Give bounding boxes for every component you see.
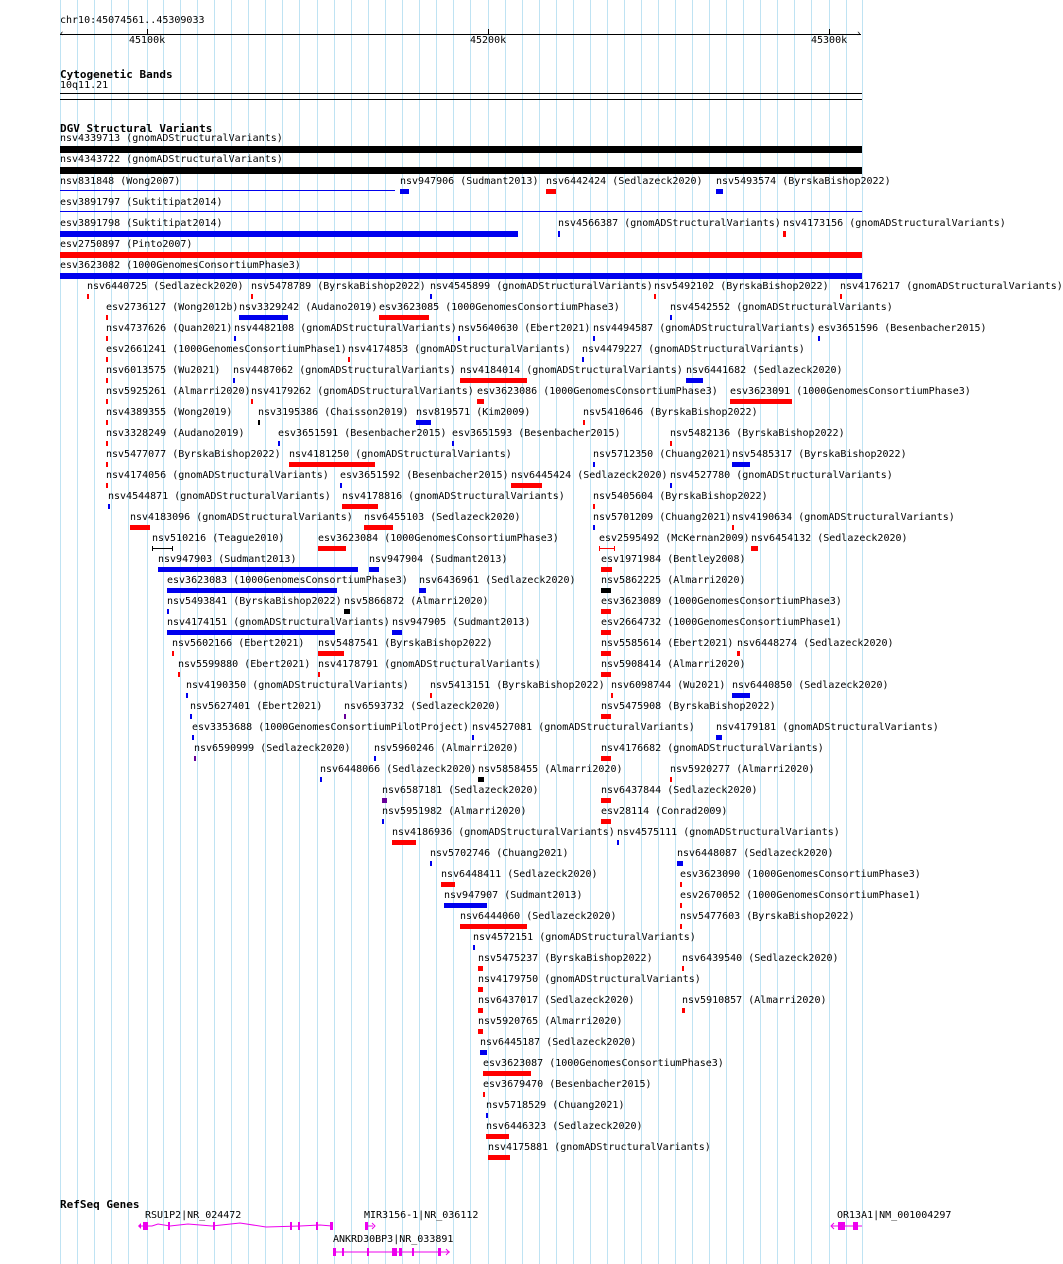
variant-bar[interactable] — [364, 525, 393, 530]
variant-label[interactable]: nsv5585614 (Ebert2021) — [601, 638, 734, 649]
variant-bar[interactable] — [670, 315, 672, 320]
variant-bar[interactable] — [716, 735, 722, 740]
variant-label[interactable]: esv2664732 (1000GenomesConsortiumPhase1) — [601, 617, 842, 628]
variant-label[interactable]: nsv4176217 (gnomADStructuralVariants) — [840, 281, 1063, 292]
variant-label[interactable]: nsv6448087 (Sedlazeck2020) — [677, 848, 834, 859]
variant-bar[interactable] — [682, 1008, 685, 1013]
variant-label[interactable]: esv2670052 (1000GenomesConsortiumPhase1) — [680, 890, 921, 901]
variant-bar[interactable] — [488, 1155, 510, 1160]
gridline — [658, 0, 659, 1264]
variant-bar[interactable] — [106, 336, 108, 341]
gene-label[interactable]: OR13A1|NM_001004297 — [837, 1210, 952, 1221]
variant-bar[interactable] — [478, 987, 483, 992]
variant-bar[interactable] — [234, 336, 236, 341]
variant-label[interactable]: nsv5701209 (Chuang2021) — [593, 512, 732, 523]
variant-bar[interactable] — [130, 525, 150, 530]
variant-label[interactable]: nsv4181250 (gnomADStructuralVariants) — [289, 449, 512, 460]
variant-label[interactable]: nsv5482136 (ByrskaBishop2022) — [670, 428, 845, 439]
gridline — [453, 0, 454, 1264]
variant-bar[interactable] — [478, 966, 483, 971]
variant-label[interactable]: nsv4186936 (gnomADStructuralVariants) — [392, 827, 615, 838]
variant-bar[interactable] — [289, 462, 375, 467]
variant-label[interactable]: nsv5960246 (Almarri2020) — [374, 743, 519, 754]
variant-label[interactable]: nsv4184014 (gnomADStructuralVariants) — [460, 365, 683, 376]
variant-bar[interactable] — [601, 567, 612, 572]
gridline — [539, 0, 540, 1264]
variant-label[interactable]: nsv4527081 (gnomADStructuralVariants) — [472, 722, 695, 733]
variant-label[interactable]: nsv947907 (Sudmant2013) — [444, 890, 583, 901]
variant-label[interactable]: esv3623082 (1000GenomesConsortiumPhase3) — [60, 260, 301, 271]
gridline — [573, 0, 574, 1264]
variant-bar[interactable] — [430, 294, 432, 299]
ruler-arrow-left: ‹ — [59, 29, 65, 39]
variant-label[interactable]: nsv5493841 (ByrskaBishop2022) — [167, 596, 342, 607]
variant-bar[interactable] — [60, 252, 862, 258]
variant-bar[interactable] — [392, 840, 416, 845]
variant-label[interactable]: nsv5492102 (ByrskaBishop2022) — [654, 281, 829, 292]
variant-label[interactable]: nsv4572151 (gnomADStructuralVariants) — [473, 932, 696, 943]
variant-label[interactable]: nsv5862225 (Almarri2020) — [601, 575, 746, 586]
gridline — [709, 0, 710, 1264]
variant-label[interactable]: nsv6437017 (Sedlazeck2020) — [478, 995, 635, 1006]
variant-label[interactable]: nsv6593732 (Sedlazeck2020) — [344, 701, 501, 712]
variant-bar[interactable] — [601, 588, 611, 593]
variant-label[interactable]: nsv5413151 (ByrskaBishop2022) — [430, 680, 605, 691]
gene-label[interactable]: ANKRD30BP3|NR_033891 — [333, 1234, 454, 1245]
variant-label[interactable]: nsv6448411 (Sedlazeck2020) — [441, 869, 598, 880]
variant-bar[interactable] — [382, 798, 387, 803]
variant-bar[interactable] — [106, 315, 108, 320]
gridline — [436, 0, 437, 1264]
variant-bar[interactable] — [840, 294, 842, 299]
variant-bar[interactable] — [680, 924, 682, 929]
variant-label[interactable]: nsv947904 (Sudmant2013) — [369, 554, 508, 565]
gridline — [829, 0, 830, 1264]
variant-label[interactable]: esv3623083 (1000GenomesConsortiumPhase3) — [167, 575, 408, 586]
variant-label[interactable]: nsv4174853 (gnomADStructuralVariants) — [348, 344, 571, 355]
gridline — [811, 0, 812, 1264]
variant-label[interactable]: nsv4737626 (Quan2021) — [106, 323, 233, 334]
variant-bar[interactable] — [677, 861, 683, 866]
variant-bar[interactable] — [233, 378, 235, 383]
variant-label[interactable]: esv3353688 (1000GenomesConsortiumPilotProject) — [192, 722, 469, 733]
variant-bar[interactable] — [379, 315, 429, 320]
variant-label[interactable]: nsv5920765 (Almarri2020) — [478, 1016, 623, 1027]
variant-label[interactable]: nsv4179262 (gnomADStructuralVariants) — [251, 386, 474, 397]
variant-label[interactable]: nsv5920277 (Almarri2020) — [670, 764, 815, 775]
variant-bar[interactable] — [342, 504, 378, 509]
variant-bar[interactable] — [419, 588, 426, 593]
gridline — [794, 0, 795, 1264]
variant-bar[interactable] — [483, 1092, 485, 1097]
variant-bar[interactable] — [344, 714, 346, 719]
variant-bar[interactable] — [486, 1113, 488, 1118]
variant-label[interactable]: nsv5602166 (Ebert2021) — [172, 638, 305, 649]
variant-bar[interactable] — [670, 441, 672, 446]
variant-label[interactable]: nsv510216 (Teague2010) — [152, 533, 285, 544]
gene-label[interactable]: MIR3156-1|NR_036112 — [364, 1210, 479, 1221]
variant-label[interactable]: nsv4389355 (Wong2019) — [106, 407, 233, 418]
variant-bar[interactable] — [730, 399, 792, 404]
variant-label[interactable]: esv3623086 (1000GenomesConsortiumPhase3) — [477, 386, 718, 397]
variant-label[interactable]: nsv5493574 (ByrskaBishop2022) — [716, 176, 891, 187]
variant-bar[interactable] — [460, 924, 527, 929]
variant-label[interactable]: esv3891798 (Suktitipat2014) — [60, 218, 223, 229]
variant-label[interactable]: nsv6445187 (Sedlazeck2020) — [480, 1037, 637, 1048]
variant-label[interactable]: nsv4190350 (gnomADStructuralVariants) — [186, 680, 409, 691]
variant-label[interactable]: nsv5702746 (Chuang2021) — [430, 848, 569, 859]
ruler-axis — [60, 34, 861, 35]
variant-label[interactable]: nsv4179750 (gnomADStructuralVariants) — [478, 974, 701, 985]
variant-label[interactable]: nsv5478789 (ByrskaBishop2022) — [251, 281, 426, 292]
gridline — [777, 0, 778, 1264]
cytoband-line-bottom — [60, 99, 862, 100]
variant-bar[interactable] — [601, 672, 611, 677]
gridline — [470, 0, 471, 1264]
variant-bar[interactable] — [251, 399, 253, 404]
variant-label[interactable]: esv3679470 (Besenbacher2015) — [483, 1079, 652, 1090]
variant-label[interactable]: nsv4178816 (gnomADStructuralVariants) — [342, 491, 565, 502]
variant-label[interactable]: nsv4174056 (gnomADStructuralVariants) — [106, 470, 329, 481]
variant-label[interactable]: esv3623089 (1000GenomesConsortiumPhase3) — [601, 596, 842, 607]
variant-label[interactable]: nsv947903 (Sudmant2013) — [158, 554, 297, 565]
variant-bar[interactable] — [478, 1008, 483, 1013]
variant-label[interactable]: nsv6454132 (Sedlazeck2020) — [751, 533, 908, 544]
variant-label[interactable]: nsv6445424 (Sedlazeck2020) — [511, 470, 668, 481]
cytoband-label[interactable]: 10q11.21 — [60, 80, 109, 91]
variant-label[interactable]: esv3891797 (Suktitipat2014) — [60, 197, 223, 208]
variant-label[interactable]: nsv4183096 (gnomADStructuralVariants) — [130, 512, 353, 523]
variant-label[interactable]: nsv4174151 (gnomADStructuralVariants) — [167, 617, 390, 628]
variant-label[interactable]: nsv6439540 (Sedlazeck2020) — [682, 953, 839, 964]
variant-label[interactable]: nsv819571 (Kim2009) — [416, 407, 531, 418]
variant-bar[interactable] — [318, 546, 346, 551]
variant-bar[interactable] — [601, 798, 611, 803]
variant-bar[interactable] — [192, 735, 194, 740]
variant-label[interactable]: nsv4173156 (gnomADStructuralVariants) — [783, 218, 1006, 229]
gridline — [726, 0, 727, 1264]
variant-label[interactable]: nsv4494587 (gnomADStructuralVariants) — [593, 323, 816, 334]
variant-label[interactable]: nsv6436961 (Sedlazeck2020) — [419, 575, 576, 586]
variant-label[interactable]: nsv4179181 (gnomADStructuralVariants) — [716, 722, 939, 733]
variant-bar[interactable] — [158, 567, 358, 572]
variant-bar[interactable] — [172, 651, 174, 656]
variant-bar[interactable] — [60, 190, 395, 191]
variant-label[interactable]: nsv5477077 (ByrskaBishop2022) — [106, 449, 281, 460]
variant-bar[interactable] — [60, 146, 862, 153]
variant-label[interactable]: nsv831848 (Wong2007) — [60, 176, 181, 187]
variant-bar[interactable] — [593, 504, 595, 509]
variant-label[interactable]: nsv6448274 (Sedlazeck2020) — [737, 638, 894, 649]
variant-label[interactable]: nsv4527780 (gnomADStructuralVariants) — [670, 470, 893, 481]
variant-bar[interactable] — [670, 483, 672, 488]
cytoband-line-top — [60, 93, 862, 94]
variant-bar[interactable] — [783, 231, 786, 237]
variant-label[interactable]: esv3623091 (1000GenomesConsortiumPhase3) — [730, 386, 971, 397]
variant-bar[interactable] — [60, 273, 862, 279]
gridline — [846, 0, 847, 1264]
variant-label[interactable]: nsv5487541 (ByrskaBishop2022) — [318, 638, 493, 649]
variant-label[interactable]: nsv5477603 (ByrskaBishop2022) — [680, 911, 855, 922]
variant-bar[interactable] — [818, 336, 820, 341]
variant-bar[interactable] — [583, 420, 585, 425]
variant-label[interactable]: nsv5627401 (Ebert2021) — [190, 701, 323, 712]
variant-bar[interactable] — [654, 294, 656, 299]
variant-bar[interactable] — [611, 693, 613, 698]
ruler-tick-label: 45200k — [470, 35, 507, 46]
variant-bar[interactable] — [601, 714, 611, 719]
variant-bar[interactable] — [751, 546, 758, 551]
variant-label[interactable]: nsv4545899 (gnomADStructuralVariants) — [430, 281, 653, 292]
variant-label[interactable]: nsv5599880 (Ebert2021) — [178, 659, 311, 670]
variant-label[interactable]: nsv4176682 (gnomADStructuralVariants) — [601, 743, 824, 754]
gridline — [692, 0, 693, 1264]
variant-bar[interactable] — [167, 609, 169, 614]
region-label: chr10:45074561..45309033 — [60, 15, 205, 26]
variant-label[interactable]: nsv4190634 (gnomADStructuralVariants) — [732, 512, 955, 523]
gridline — [419, 0, 420, 1264]
variant-label[interactable]: nsv4343722 (gnomADStructuralVariants) — [60, 154, 283, 165]
variant-bar[interactable] — [318, 672, 320, 677]
variant-label[interactable]: nsv6590999 (Sedlazeck2020) — [194, 743, 351, 754]
variant-bar[interactable] — [392, 630, 402, 635]
variant-bar[interactable] — [593, 336, 595, 341]
gridline — [624, 0, 625, 1264]
variant-bar[interactable] — [340, 483, 342, 488]
variant-label[interactable]: nsv3195386 (Chaisson2019) — [258, 407, 409, 418]
variant-bar[interactable] — [60, 211, 862, 212]
variant-bar[interactable] — [430, 693, 432, 698]
variant-bar[interactable] — [601, 630, 611, 635]
variant-bar[interactable] — [486, 1134, 509, 1139]
variant-label[interactable]: nsv6440725 (Sedlazeck2020) — [87, 281, 244, 292]
variant-bar[interactable] — [599, 546, 615, 551]
variant-bar[interactable] — [348, 357, 350, 362]
variant-label[interactable]: nsv5925261 (Almarri2020) — [106, 386, 251, 397]
variant-bar[interactable] — [478, 777, 484, 782]
variant-label[interactable]: nsv4566387 (gnomADStructuralVariants) — [558, 218, 781, 229]
variant-bar[interactable] — [601, 819, 611, 824]
variant-label[interactable]: nsv5410646 (ByrskaBishop2022) — [583, 407, 758, 418]
variant-bar[interactable] — [106, 357, 108, 362]
variant-bar[interactable] — [680, 903, 682, 908]
variant-label[interactable]: nsv4542552 (gnomADStructuralVariants) — [670, 302, 893, 313]
variant-label[interactable]: nsv5718529 (Chuang2021) — [486, 1100, 625, 1111]
variant-bar[interactable] — [416, 420, 431, 425]
variant-bar[interactable] — [369, 567, 379, 572]
variant-label[interactable]: nsv6437844 (Sedlazeck2020) — [601, 785, 758, 796]
variant-bar[interactable] — [686, 378, 703, 383]
variant-bar[interactable] — [477, 399, 484, 404]
variant-bar[interactable] — [430, 861, 432, 866]
variant-bar[interactable] — [458, 336, 460, 341]
variant-label[interactable]: esv2750897 (Pinto2007) — [60, 239, 193, 250]
variant-bar[interactable] — [732, 693, 750, 698]
variant-bar[interactable] — [106, 483, 108, 488]
variant-bar[interactable] — [190, 714, 192, 719]
variant-bar[interactable] — [558, 231, 560, 237]
variant-bar[interactable] — [473, 945, 475, 950]
variant-label[interactable]: esv2595492 (McKernan2009) — [599, 533, 750, 544]
variant-label[interactable]: nsv5640630 (Ebert2021) — [458, 323, 591, 334]
variant-bar[interactable] — [601, 651, 611, 656]
variant-bar[interactable] — [251, 294, 253, 299]
variant-label[interactable]: esv3623087 (1000GenomesConsortiumPhase3) — [483, 1058, 724, 1069]
variant-bar[interactable] — [680, 882, 682, 887]
variant-label[interactable]: esv3651596 (Besenbacher2015) — [818, 323, 987, 334]
variant-bar[interactable] — [60, 231, 518, 237]
cytobands-track-title[interactable]: Cytogenetic Bands — [60, 68, 173, 81]
variant-label[interactable]: nsv5485317 (ByrskaBishop2022) — [732, 449, 907, 460]
variant-label[interactable]: nsv6098744 (Wu2021) — [611, 680, 726, 691]
variant-label[interactable]: nsv6455103 (Sedlazeck2020) — [364, 512, 521, 523]
variant-label[interactable]: nsv4479227 (gnomADStructuralVariants) — [582, 344, 805, 355]
variant-bar[interactable] — [601, 756, 611, 761]
variant-label[interactable]: nsv6444060 (Sedlazeck2020) — [460, 911, 617, 922]
variant-bar[interactable] — [106, 441, 108, 446]
variant-bar[interactable] — [87, 294, 89, 299]
variant-label[interactable]: nsv4339713 (gnomADStructuralVariants) — [60, 133, 283, 144]
gene-label[interactable]: RSU1P2|NR_024472 — [145, 1210, 242, 1221]
variant-label[interactable]: nsv6013575 (Wu2021) — [106, 365, 221, 376]
variant-label[interactable]: nsv5858455 (Almarri2020) — [478, 764, 623, 775]
refseq-track-title[interactable]: RefSeq Genes — [60, 1198, 140, 1211]
variant-label[interactable]: nsv6587181 (Sedlazeck2020) — [382, 785, 539, 796]
gridline — [556, 0, 557, 1264]
variant-bar[interactable] — [582, 357, 584, 362]
variant-label[interactable]: nsv5475908 (ByrskaBishop2022) — [601, 701, 776, 712]
variant-bar[interactable] — [732, 462, 750, 467]
variant-bar[interactable] — [106, 462, 108, 467]
variant-label[interactable]: esv28114 (Conrad2009) — [601, 806, 728, 817]
variant-bar[interactable] — [472, 735, 474, 740]
variant-bar[interactable] — [320, 777, 322, 782]
variant-bar[interactable] — [167, 630, 335, 635]
gridline — [675, 0, 676, 1264]
variant-bar[interactable] — [444, 903, 487, 908]
variant-label[interactable]: nsv5910857 (Almarri2020) — [682, 995, 827, 1006]
variant-bar[interactable] — [732, 525, 734, 530]
variant-bar[interactable] — [152, 546, 173, 551]
variant-label[interactable]: nsv5866872 (Almarri2020) — [344, 596, 489, 607]
variant-bar[interactable] — [670, 777, 672, 782]
variant-bar[interactable] — [106, 378, 108, 383]
gridline — [743, 0, 744, 1264]
variant-bar[interactable] — [480, 1050, 487, 1055]
variant-label[interactable]: nsv5712350 (Chuang2021) — [593, 449, 732, 460]
variant-bar[interactable] — [460, 378, 527, 383]
ruler-tick-label: 45300k — [811, 35, 848, 46]
variant-bar[interactable] — [186, 693, 188, 698]
variant-label[interactable]: esv3623090 (1000GenomesConsortiumPhase3) — [680, 869, 921, 880]
variant-label[interactable]: esv3623084 (1000GenomesConsortiumPhase3) — [318, 533, 559, 544]
gridline — [641, 0, 642, 1264]
variant-bar[interactable] — [344, 609, 350, 614]
variant-bar[interactable] — [601, 609, 611, 614]
variant-bar[interactable] — [483, 1071, 531, 1076]
variant-label[interactable]: nsv5908414 (Almarri2020) — [601, 659, 746, 670]
variant-bar[interactable] — [106, 420, 108, 425]
variant-label[interactable]: nsv4487062 (gnomADStructuralVariants) — [233, 365, 456, 376]
variant-bar[interactable] — [546, 189, 556, 194]
variant-label[interactable]: nsv947905 (Sudmant2013) — [392, 617, 531, 628]
variant-label[interactable]: nsv4575111 (gnomADStructuralVariants) — [617, 827, 840, 838]
variant-bar[interactable] — [318, 651, 344, 656]
variant-bar[interactable] — [617, 840, 619, 845]
variant-bar[interactable] — [682, 966, 684, 971]
variant-bar[interactable] — [511, 483, 542, 488]
variant-label[interactable]: nsv947906 (Sudmant2013) — [400, 176, 539, 187]
variant-bar[interactable] — [60, 167, 862, 174]
ruler-arrow-right: › — [856, 29, 862, 39]
variant-bar[interactable] — [716, 189, 723, 194]
variant-label[interactable]: nsv5475237 (ByrskaBishop2022) — [478, 953, 653, 964]
variant-label[interactable]: esv3651591 (Besenbacher2015) — [278, 428, 447, 439]
ruler-tick-label: 45100k — [129, 35, 166, 46]
variant-label[interactable]: nsv6442424 (Sedlazeck2020) — [546, 176, 703, 187]
variant-bar[interactable] — [167, 588, 337, 593]
variant-bar[interactable] — [374, 756, 376, 761]
variant-label[interactable]: nsv6441682 (Sedlazeck2020) — [686, 365, 843, 376]
variant-label[interactable]: nsv6446323 (Sedlazeck2020) — [486, 1121, 643, 1132]
variant-label[interactable]: esv3651593 (Besenbacher2015) — [452, 428, 621, 439]
variant-label[interactable]: nsv4178791 (gnomADStructuralVariants) — [318, 659, 541, 670]
variant-bar[interactable] — [382, 819, 384, 824]
variant-bar[interactable] — [194, 756, 196, 761]
variant-bar[interactable] — [400, 189, 409, 194]
variant-bar[interactable] — [441, 882, 455, 887]
variant-bar[interactable] — [593, 462, 595, 467]
variant-label[interactable]: nsv6448066 (Sedlazeck2020) — [320, 764, 477, 775]
variant-bar[interactable] — [593, 525, 595, 530]
variant-label[interactable]: nsv4482108 (gnomADStructuralVariants) — [234, 323, 457, 334]
variant-label[interactable]: esv2736127 (Wong2012b) — [106, 302, 239, 313]
variant-label[interactable]: esv3651592 (Besenbacher2015) — [340, 470, 509, 481]
variant-bar[interactable] — [108, 504, 110, 509]
variant-label[interactable]: nsv3329242 (Audano2019) — [239, 302, 378, 313]
variant-label[interactable]: nsv3328249 (Audano2019) — [106, 428, 245, 439]
variant-bar[interactable] — [178, 672, 180, 677]
variant-label[interactable]: esv2661241 (1000GenomesConsortiumPhase1) — [106, 344, 347, 355]
variant-label[interactable]: esv1971984 (Bentley2008) — [601, 554, 746, 565]
variant-bar[interactable] — [478, 1029, 483, 1034]
gridline — [590, 0, 591, 1264]
variant-label[interactable]: nsv4544871 (gnomADStructuralVariants) — [108, 491, 331, 502]
variant-bar[interactable] — [239, 315, 288, 320]
variant-label[interactable]: esv3623085 (1000GenomesConsortiumPhase3) — [379, 302, 620, 313]
variant-label[interactable]: nsv6440850 (Sedlazeck2020) — [732, 680, 889, 691]
variant-label[interactable]: nsv4175881 (gnomADStructuralVariants) — [488, 1142, 711, 1153]
variant-bar[interactable] — [452, 441, 454, 446]
gridline — [862, 0, 863, 1264]
variant-label[interactable]: nsv5405604 (ByrskaBishop2022) — [593, 491, 768, 502]
variant-bar[interactable] — [737, 651, 740, 656]
variant-label[interactable]: nsv5951982 (Almarri2020) — [382, 806, 527, 817]
variant-bar[interactable] — [278, 441, 280, 446]
gridline — [760, 0, 761, 1264]
variant-bar[interactable] — [258, 420, 260, 425]
variant-bar[interactable] — [106, 399, 108, 404]
dgv-track-title[interactable]: DGV Structural Variants — [60, 122, 213, 135]
